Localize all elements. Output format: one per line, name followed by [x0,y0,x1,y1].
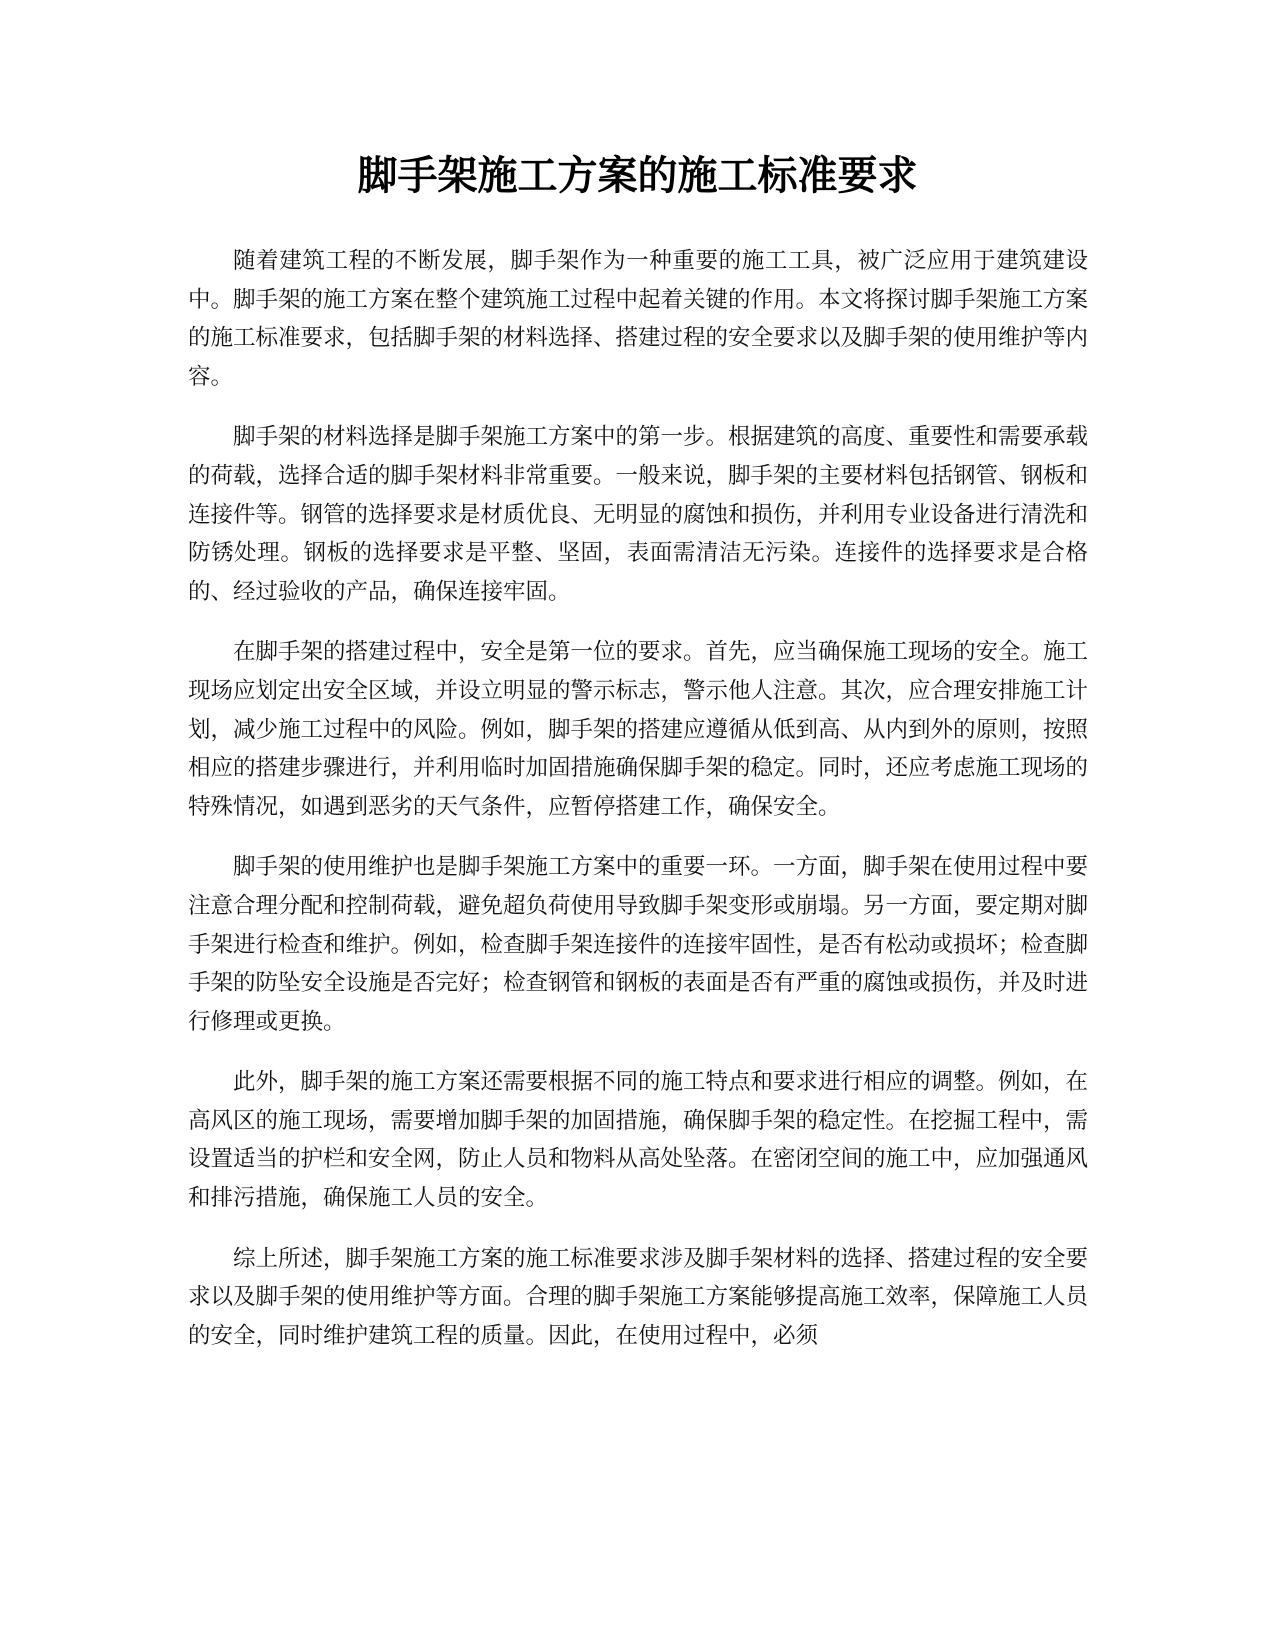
document-title: 脚手架施工方案的施工标准要求 [357,153,918,199]
paragraph-use-maintenance: 脚手架的使用维护也是脚手架施工方案中的重要一环。一方面，脚手架在使用过程中要注意合理分配和控制荷载，避免超负荷使用导致脚手架变形或崩塌。另一方面，要定期对脚手架进行检查和维护。例如，检查脚手架连接件的连接牢固性，是否有松动或损坏；检查脚手架的防坠安全设施是否完好；检查钢管和钢板的表面是否有严重的腐蚀或损伤，并及时进行修理或更换。 [188,854,1089,1035]
paragraph-adjustments: 此外，脚手架的施工方案还需要根据不同的施工特点和要求进行相应的调整。例如，在高风区的施工现场，需要增加脚手架的加固措施，确保脚手架的稳定性。在挖掘工程中，需设置适当的护栏和安全网，防止人员和物料从高处坠落。在密闭空间的施工中，应加强通风和排污措施，确保施工人员的安全。 [188,1069,1089,1212]
paragraph-summary: 综上所述，脚手架施工方案的施工标准要求涉及脚手架材料的选择、搭建过程的安全要求以及脚手架的使用维护等方面。合理的脚手架施工方案能够提高施工效率，保障施工人员的安全，同时维护建筑工程的质量。因此，在使用过程中，必须 [188,1245,1089,1349]
paragraph-erection-safety: 在脚手架的搭建过程中，安全是第一位的要求。首先，应当确保施工现场的安全。施工现场应划定出安全区域，并设立明显的警示标志，警示他人注意。其次，应合理安排施工计划，减少施工过程中的风险。例如，脚手架的搭建应遵循从低到高、从内到外的原则，按照相应的搭建步骤进行，并利用临时加固措施确保脚手架的稳定。同时，还应考虑施工现场的特殊情况，如遇到恶劣的天气条件，应暂停搭建工作，确保安全。 [188,639,1089,820]
document-body [188,242,1088,1377]
paragraph-material-selection: 脚手架的材料选择是脚手架施工方案中的第一步。根据建筑的高度、重要性和需要承载的荷载，选择合适的脚手架材料非常重要。一般来说，脚手架的主要材料包括钢管、钢板和连接件等。钢管的选择要求是材质优良、无明显的腐蚀和损伤，并利用专业设备进行清洗和防锈处理。钢板的选择要求是平整、坚固，表面需清洁无污染。连接件的选择要求是合格的、经过验收的产品，确保连接牢固。 [188,424,1089,605]
paragraph-intro: 随着建筑工程的不断发展，脚手架作为一种重要的施工工具，被广泛应用于建筑建设中。脚手架的施工方案在整个建筑施工过程中起着关键的作用。本文将探讨脚手架施工方案的施工标准要求，包括脚手架的材料选择、搭建过程的安全要求以及脚手架的使用维护等内容。 [188,248,1089,390]
